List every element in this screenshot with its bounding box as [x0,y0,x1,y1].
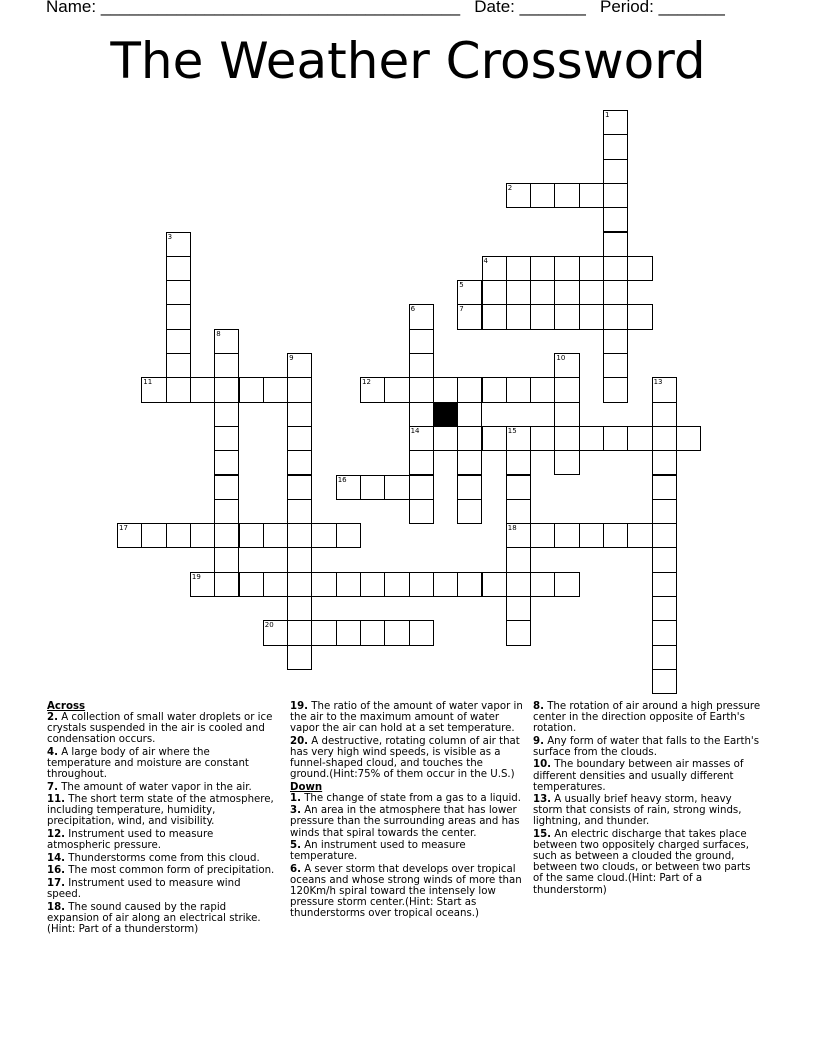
grid-cell[interactable] [506,475,531,500]
grid-cell[interactable] [409,572,434,597]
grid-cell[interactable] [554,183,579,208]
grid-cell[interactable] [287,377,312,402]
clue-number: 7 [459,305,464,314]
clue-number: 13 [653,378,663,387]
period-blank[interactable]: _______ [658,0,725,16]
clue-number: 19 [191,572,201,581]
period-label: Period: [600,0,654,16]
grid-cell[interactable] [579,426,604,451]
clue-item: 15. An electric discharge that takes place between two oppositely charged surfaces, such as between a clouded the ground, between two clouds, or between two parts of the same cloud.(Hint: Part of a thunderstorm) [533,829,751,896]
grid-cell[interactable] [579,256,604,281]
clue-number: 12 [362,378,371,387]
name-label: Name: [46,0,97,16]
page-title: The Weather Crossword [110,32,706,90]
grid-cell[interactable] [530,280,555,305]
grid-cell[interactable] [652,596,677,621]
grid-cell[interactable] [603,426,628,451]
grid-cell[interactable] [166,353,191,378]
clue-item: 1. The change of state from a gas to a liquid. [290,792,521,804]
grid-cell[interactable] [603,110,628,135]
grid-cell[interactable] [506,596,531,621]
grid-cell[interactable] [652,475,677,500]
grid-cell[interactable] [214,572,239,597]
clue-item: 20. A destructive, rotating column of air that has very high wind speeds, is visible as a funnel-shaped cloud, and touches the ground.(Hint:75% of them occur in the U.S.) [290,735,520,781]
clue-number: 6 [410,305,416,314]
clue-number: 4 [483,256,488,265]
date-blank[interactable]: _______ [519,0,586,16]
grid-cell[interactable] [117,523,142,548]
grid-cell[interactable] [409,450,434,475]
clue-section-heading: Across [47,701,86,712]
grid-cell[interactable] [554,523,579,548]
grid-cell[interactable] [239,377,264,402]
clue-item: 5. An instrument used to measure temperature. [290,840,466,863]
grid-cell[interactable] [287,596,312,621]
clue-column-1 [47,701,275,936]
clue-number: 16 [337,475,347,484]
grid-cell[interactable] [384,620,409,645]
grid-cell[interactable] [554,402,579,427]
grid-cell[interactable] [166,256,191,281]
grid-cell[interactable] [311,523,336,548]
name-blank[interactable]: ______________________________________ [100,0,461,16]
grid-cell[interactable] [530,377,555,402]
date-label: Date: [474,0,515,16]
grid-cell[interactable] [287,499,312,524]
grid-cell[interactable] [166,304,191,329]
clue-section-heading: Down [290,781,323,793]
clue-number: 2 [507,183,513,192]
grid-cell[interactable] [287,620,312,645]
grid-cell[interactable] [530,572,555,597]
grid-cell[interactable] [506,450,531,475]
grid-cell[interactable] [603,353,628,378]
grid-cell[interactable] [457,377,482,402]
grid-cell[interactable] [336,620,361,645]
grid-cell[interactable] [360,572,385,597]
grid-cell[interactable] [530,183,555,208]
clue-item: 16. The most common form of precipitation. [47,865,275,877]
clue-number: 18 [507,524,517,533]
grid-cell[interactable] [384,377,409,402]
grid-cell[interactable] [506,183,531,208]
grid-cell[interactable] [554,353,579,378]
grid-cell[interactable] [287,645,312,670]
grid-cell[interactable] [409,402,434,427]
grid-cell[interactable] [360,620,385,645]
grid-cell[interactable] [652,547,677,572]
clue-number: 10 [556,354,566,362]
grid-cell[interactable] [457,450,482,475]
clue-number: 9 [289,354,294,362]
grid-cell[interactable] [239,572,264,597]
grid-cell[interactable] [554,377,579,402]
grid-cell[interactable] [506,547,531,572]
clue-number: 20 [264,621,274,630]
grid-cell[interactable] [214,353,239,378]
grid-cell[interactable] [190,377,215,402]
clue-number: 1 [605,111,610,119]
grid-cell[interactable] [214,499,239,524]
grid-cell[interactable] [409,377,434,402]
grid-cell[interactable] [603,377,628,402]
grid-cell[interactable] [506,499,531,524]
grid-cell[interactable] [141,377,166,402]
grid-cell[interactable] [603,280,628,305]
grid-cell[interactable] [214,450,239,475]
grid-cell[interactable] [384,572,409,597]
clue-number: 14 [410,426,420,435]
grid-cell[interactable] [409,304,434,329]
grid-cell[interactable] [190,523,215,548]
grid-cell[interactable] [506,572,531,597]
grid-cell[interactable] [506,256,531,281]
grid-cell[interactable] [652,450,677,475]
grid-cell[interactable] [603,159,628,184]
grid-cell[interactable] [166,377,191,402]
grid-cell[interactable] [530,304,555,329]
grid-cell[interactable] [482,377,507,402]
clue-number: 3 [167,232,173,241]
grid-cell[interactable] [166,329,191,354]
grid-cell[interactable] [263,523,288,548]
grid-cell[interactable] [676,426,701,451]
grid-cell[interactable] [457,426,482,451]
grid-cell[interactable] [554,256,579,281]
grid-cell[interactable] [433,377,458,402]
grid-cell[interactable] [263,572,288,597]
clue-item: 7. The amount of water vapor in the air. [47,781,252,793]
grid-cell[interactable] [627,304,652,329]
grid-cell[interactable] [311,620,336,645]
grid-cell[interactable] [287,547,312,572]
grid-cell[interactable] [652,377,677,402]
grid-cell[interactable] [166,280,191,305]
grid-block [433,402,458,427]
grid-cell[interactable] [287,426,312,451]
grid-cell[interactable] [652,499,677,524]
grid-cell[interactable] [652,426,677,451]
grid-cell[interactable] [433,572,458,597]
grid-cell[interactable] [214,402,239,427]
grid-cell[interactable] [554,572,579,597]
grid-cell[interactable] [482,426,507,451]
clue-item: 18. The sound caused by the rapid expansion of air along an electrical strike.(Hint: Part of a thunderstorm) [47,901,261,935]
grid-cell[interactable] [214,329,239,354]
grid-cell[interactable] [409,499,434,524]
grid-cell[interactable] [360,475,385,500]
clue-number: 8 [216,329,221,338]
grid-cell[interactable] [603,523,628,548]
grid-cell[interactable] [603,134,628,159]
grid-cell[interactable] [457,304,482,329]
grid-cell[interactable] [506,304,531,329]
clue-item: 12. Instrument used to measure atmospheric pressure. [47,829,214,852]
grid-cell[interactable] [214,523,239,548]
clue-number: 11 [143,378,153,387]
grid-cell[interactable] [311,572,336,597]
clue-item: 10. The boundary between air masses of different densities and usually different temperatures. [533,759,744,793]
grid-cell[interactable] [482,256,507,281]
grid-cell[interactable] [166,232,191,257]
grid-cell[interactable] [360,377,385,402]
grid-cell[interactable] [336,475,361,500]
grid-cell[interactable] [141,523,166,548]
grid-cell[interactable] [506,280,531,305]
grid-cell[interactable] [214,547,239,572]
grid-cell[interactable] [457,402,482,427]
grid-cell[interactable] [652,669,677,694]
grid-cell[interactable] [603,329,628,354]
grid-cell[interactable] [409,475,434,500]
grid-cell[interactable] [239,523,264,548]
grid-cell[interactable] [457,572,482,597]
clue-item: 14. Thunderstorms come from this cloud. [47,852,260,864]
grid-cell[interactable] [409,620,434,645]
grid-cell[interactable] [554,426,579,451]
grid-cell[interactable] [336,572,361,597]
grid-cell[interactable] [652,402,677,427]
grid-cell[interactable] [579,280,604,305]
grid-cell[interactable] [530,523,555,548]
grid-cell[interactable] [433,426,458,451]
grid-cell[interactable] [482,572,507,597]
clue-column-3 [533,701,763,897]
grid-cell[interactable] [627,523,652,548]
clue-item: 17. Instrument used to measure wind speed. [47,877,241,900]
grid-cell[interactable] [166,523,191,548]
clue-item: 13. A usually brief heavy storm, heavy storm that consists of rain, strong winds, lightning, and thunder. [533,794,742,828]
grid-cell[interactable] [652,572,677,597]
grid-cell[interactable] [287,450,312,475]
grid-cell[interactable] [287,475,312,500]
clue-column-2 [290,701,524,921]
grid-cell[interactable] [457,280,482,305]
grid-cell[interactable] [603,232,628,257]
grid-cell[interactable] [409,353,434,378]
clue-item: 19. The ratio of the amount of water vapor in the air to the maximum amount of water vapor the air can hold at a set temperature. [290,701,523,735]
grid-cell[interactable] [409,329,434,354]
clue-number: 5 [459,281,464,290]
grid-cell[interactable] [482,280,507,305]
student-info-line [46,0,725,17]
grid-cell[interactable] [506,523,531,548]
grid-cell[interactable] [190,572,215,597]
grid-cell[interactable] [603,304,628,329]
grid-cell[interactable] [652,645,677,670]
grid-cell[interactable] [263,620,288,645]
clue-number: 17 [119,524,128,533]
grid-cell[interactable] [287,572,312,597]
grid-cell[interactable] [506,377,531,402]
grid-cell[interactable] [384,475,409,500]
grid-cell[interactable] [457,475,482,500]
grid-cell[interactable] [287,353,312,378]
grid-cell[interactable] [579,304,604,329]
grid-cell[interactable] [214,475,239,500]
grid-cell[interactable] [579,183,604,208]
grid-cell[interactable] [554,450,579,475]
grid-cell[interactable] [263,377,288,402]
clue-item: 6. A sever storm that develops over tropical oceans and whose strong winds of more than 120Km/h spiral toward the intensely low pressure storm center.(Hint: Start as thunderstorms over tropical oceans.) [290,863,522,920]
grid-cell[interactable] [554,304,579,329]
clue-item: 8. The rotation of air around a high pressure center in the direction opposite of Earth's rotation. [533,701,761,735]
grid-cell[interactable] [214,426,239,451]
grid-cell[interactable] [554,280,579,305]
grid-cell[interactable] [482,304,507,329]
clue-item: 2. A collection of small water droplets or ice crystals suspended in the air is cooled and condensation occurs. [47,712,273,746]
grid-cell[interactable] [287,402,312,427]
grid-cell[interactable] [603,207,628,232]
grid-cell[interactable] [506,620,531,645]
clue-item: 4. A large body of air where the temperature and moisture are constant throughout. [47,746,249,781]
clue-item: 3. An area in the atmosphere that has lower pressure than the surrounding areas and has winds that spiral towards the center. [290,805,520,839]
grid-cell[interactable] [287,523,312,548]
grid-cell[interactable] [506,426,531,451]
grid-cell[interactable] [530,256,555,281]
grid-cell[interactable] [627,426,652,451]
grid-cell[interactable] [603,256,628,281]
grid-cell[interactable] [214,377,239,402]
grid-cell[interactable] [652,620,677,645]
clue-item: 11. The short term state of the atmosphere, including temperature, humidity, precipitation, wind, and visibility. [47,794,274,828]
grid-cell[interactable] [627,256,652,281]
grid-cell[interactable] [336,523,361,548]
clue-number: 15 [507,426,517,435]
grid-cell[interactable] [530,426,555,451]
grid-cell[interactable] [579,523,604,548]
grid-cell[interactable] [603,183,628,208]
grid-cell[interactable] [409,426,434,451]
clue-item: 9. Any form of water that falls to the Earth's surface from the clouds. [533,735,760,758]
grid-cell[interactable] [457,499,482,524]
grid-cell[interactable] [652,523,677,548]
